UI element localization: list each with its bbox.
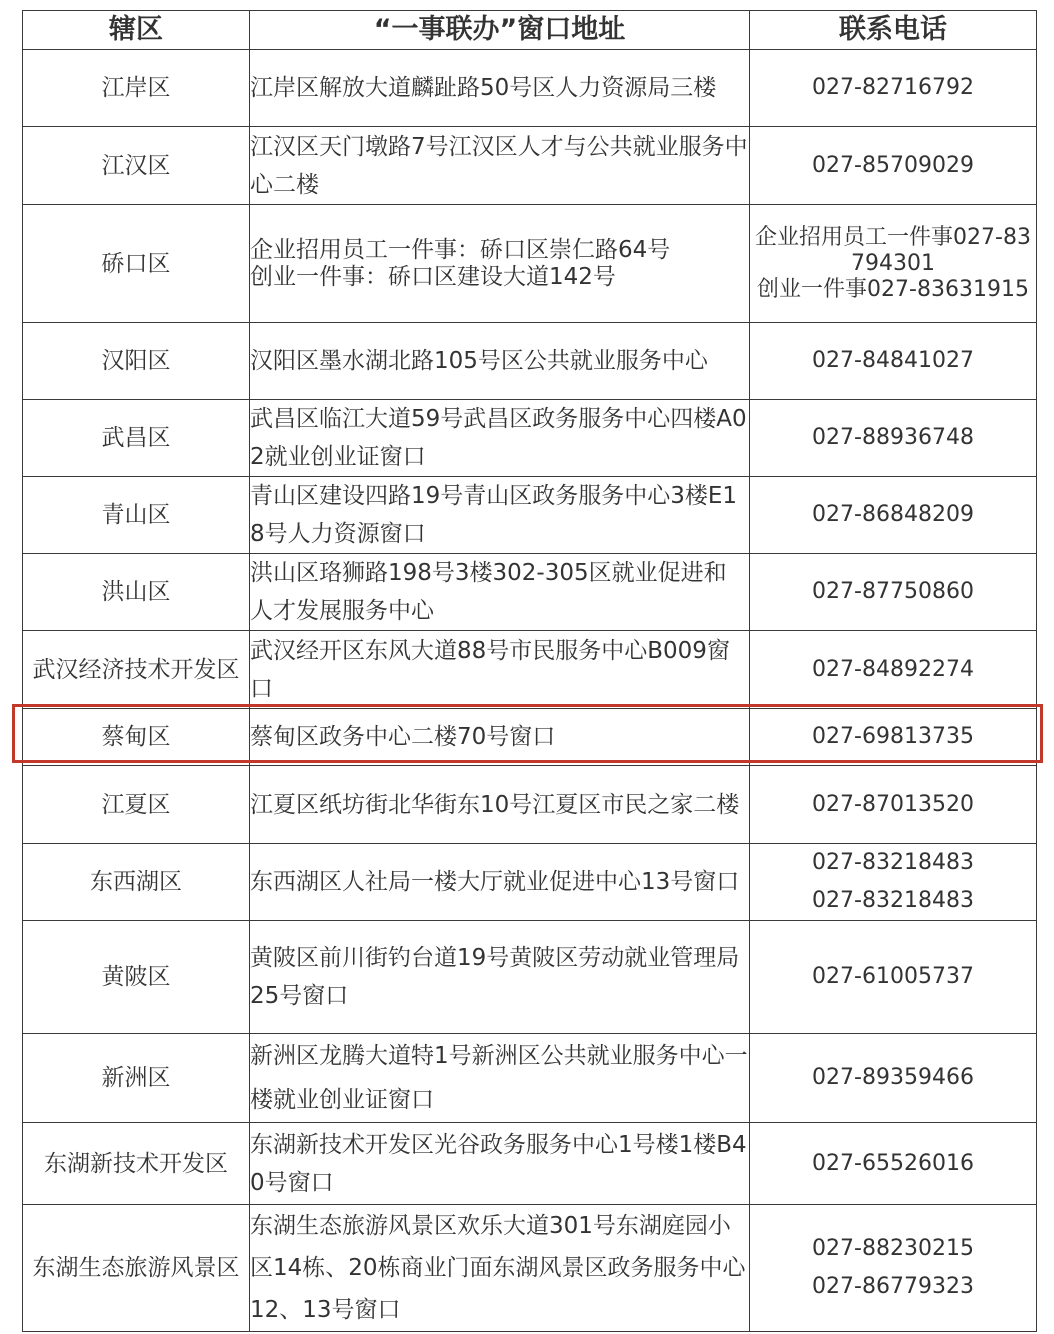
- district-cell: 江岸区: [23, 50, 250, 127]
- address-cell: 青山区建设四路19号青山区政务服务中心3楼E18号人力资源窗口: [250, 477, 750, 554]
- address-cell: 江夏区纸坊街北华街东10号江夏区市民之家二楼: [250, 766, 750, 844]
- table-row: [23, 1205, 1037, 1332]
- phone-line: 027-83218483: [812, 850, 974, 875]
- phone-cell: 027-61005737: [750, 921, 1037, 1034]
- table-row: [23, 323, 1037, 400]
- address-cell: 黄陂区前川街钓台道19号黄陂区劳动就业管理局25号窗口: [250, 921, 750, 1034]
- address-cell: 江汉区天门墩路7号江汉区人才与公共就业服务中心二楼: [250, 127, 750, 205]
- phone-cell: 027-82716792: [750, 50, 1037, 127]
- phone-cell: 027-84841027: [750, 323, 1037, 400]
- phone-cell: 027-87750860: [750, 554, 1037, 631]
- district-cell: 东湖新技术开发区: [23, 1123, 250, 1205]
- address-cell: 汉阳区墨水湖北路105号区公共就业服务中心: [250, 323, 750, 400]
- header-phone: 联系电话: [750, 11, 1037, 50]
- address-line: 创业一件事：硚口区建设大道142号: [250, 263, 616, 290]
- header-address: “一事联办”窗口地址: [250, 11, 750, 50]
- phone-cell: [750, 844, 1037, 921]
- phone-cell: 027-69813735: [750, 709, 1037, 766]
- table-header-row: [23, 11, 1037, 50]
- address-cell: 江岸区解放大道麟趾路50号区人力资源局三楼: [250, 50, 750, 127]
- table-row: [23, 205, 1037, 323]
- table-row: [23, 631, 1037, 709]
- phone-cell: 027-84892274: [750, 631, 1037, 709]
- district-cell: 武汉经济技术开发区: [23, 631, 250, 709]
- address-cell: 东湖生态旅游风景区欢乐大道301号东湖庭园小区14栋、20栋商业门面东湖风景区政务服务中心12、13号窗口: [250, 1205, 750, 1332]
- table-row: [23, 1034, 1037, 1123]
- address-line: 企业招用员工一件事：硚口区崇仁路64号: [250, 236, 671, 263]
- header-district: 辖区: [23, 11, 250, 50]
- table-row: [23, 921, 1037, 1034]
- phone-cell: 027-88936748: [750, 400, 1037, 477]
- address-cell: 武昌区临江大道59号武昌区政务服务中心四楼A02就业创业证窗口: [250, 400, 750, 477]
- table-row: [23, 1123, 1037, 1205]
- phone-line: 创业一件事027-83631915: [757, 276, 1029, 302]
- district-cell: 青山区: [23, 477, 250, 554]
- district-cell: 江汉区: [23, 127, 250, 205]
- district-cell: 蔡甸区: [23, 709, 250, 766]
- district-cell: 硚口区: [23, 205, 250, 323]
- address-cell: 蔡甸区政务中心二楼70号窗口: [250, 709, 750, 766]
- table-row: [23, 554, 1037, 631]
- table-row-highlighted: [23, 709, 1037, 766]
- district-cell: 东湖生态旅游风景区: [23, 1205, 250, 1332]
- district-cell: 洪山区: [23, 554, 250, 631]
- table-row: [23, 400, 1037, 477]
- table-row: [23, 50, 1037, 127]
- address-cell: 洪山区珞狮路198号3楼302-305区就业促进和人才发展服务中心: [250, 554, 750, 631]
- phone-cell: [750, 205, 1037, 323]
- district-cell: 新洲区: [23, 1034, 250, 1123]
- address-cell: 武汉经开区东风大道88号市民服务中心B009窗口: [250, 631, 750, 709]
- district-cell: 武昌区: [23, 400, 250, 477]
- address-cell: 东湖新技术开发区光谷政务服务中心1号楼1楼B40号窗口: [250, 1123, 750, 1205]
- phone-line: 027-83218483: [812, 888, 974, 913]
- district-cell: 汉阳区: [23, 323, 250, 400]
- address-cell: 东西湖区人社局一楼大厅就业促进中心13号窗口: [250, 844, 750, 921]
- phone-cell: 027-89359466: [750, 1034, 1037, 1123]
- table-row: [23, 844, 1037, 921]
- table-row: [23, 127, 1037, 205]
- phone-line: 027-86779323: [812, 1274, 974, 1299]
- phone-cell: 027-65526016: [750, 1123, 1037, 1205]
- address-cell: 新洲区龙腾大道特1号新洲区公共就业服务中心一楼就业创业证窗口: [250, 1034, 750, 1123]
- district-cell: 东西湖区: [23, 844, 250, 921]
- phone-cell: [750, 1205, 1037, 1332]
- district-cell: 黄陂区: [23, 921, 250, 1034]
- address-cell: [250, 205, 750, 323]
- phone-cell: 027-86848209: [750, 477, 1037, 554]
- phone-cell: 027-85709029: [750, 127, 1037, 205]
- contact-table: [22, 10, 1037, 1332]
- table-row: [23, 477, 1037, 554]
- phone-cell: 027-87013520: [750, 766, 1037, 844]
- table-row: [23, 766, 1037, 844]
- phone-line: 027-88230215: [812, 1236, 974, 1261]
- phone-line: 企业招用员工一件事027-83794301: [755, 224, 1031, 276]
- district-cell: 江夏区: [23, 766, 250, 844]
